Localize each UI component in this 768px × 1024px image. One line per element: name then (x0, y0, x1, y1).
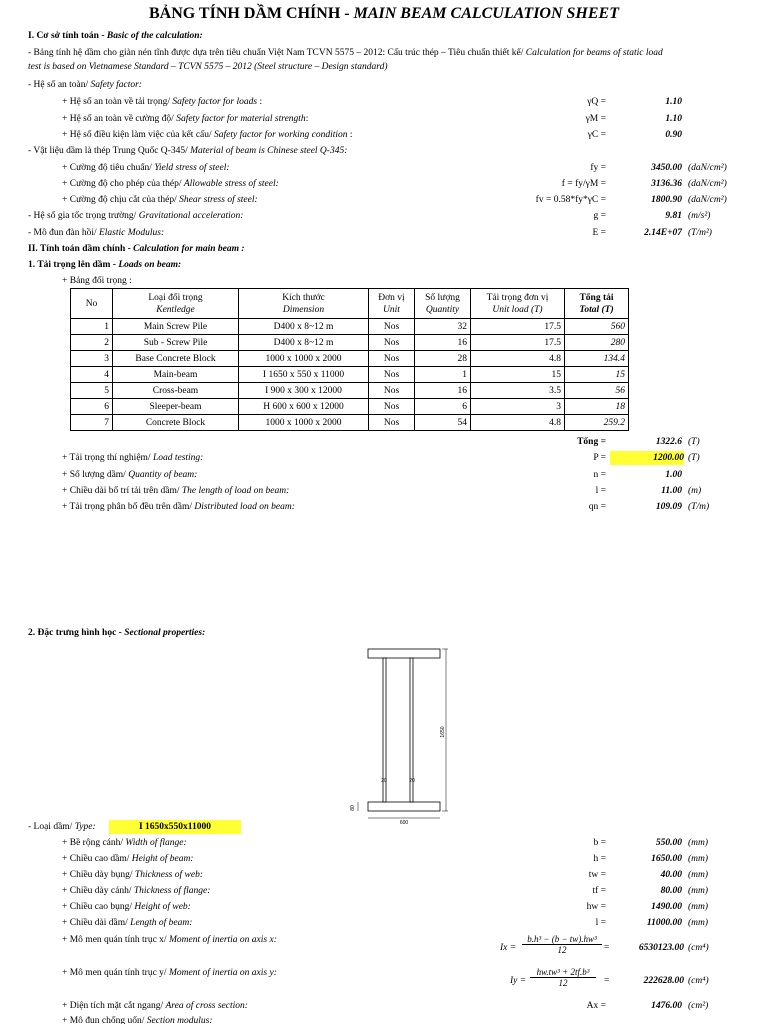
elastic-value: 2.14E+07 (644, 228, 682, 238)
area-value: 1476.00 (651, 1001, 682, 1011)
shear-symbol: fv = 0.58*fy*γC = (535, 195, 606, 205)
gravity-symbol: g = (593, 211, 606, 221)
safety-loads-value: 1.10 (665, 97, 682, 107)
col-total: Tổng tải Total (T) (565, 289, 629, 319)
beam-quantity-symbol: n = (593, 470, 606, 480)
cell-name: Cross-beam (113, 383, 239, 399)
cell-uload: 3 (471, 399, 565, 415)
gravity-unit: (m/s²) (688, 211, 711, 221)
shear-unit: (daN/cm²) (688, 195, 727, 205)
section-2-heading: II. Tính toán dầm chính - Calculation for main beam : (28, 244, 245, 254)
cell-unit: Nos (369, 383, 415, 399)
load-testing-value: 1200.00 (610, 451, 684, 465)
top-flange (368, 649, 440, 658)
table-row (71, 319, 629, 335)
flange-width-row: + Bề rộng cánh/ Width of flange: (62, 838, 187, 848)
allowable-unit: (daN/cm²) (688, 179, 727, 189)
steel-row-shear: + Cường độ chịu cắt của thép/ Shear stress of steel: (62, 195, 258, 205)
cell-no: 1 (71, 319, 113, 335)
inertia-x-row: + Mô men quán tính trục x/ Moment of inertia on axis x: (62, 935, 277, 945)
cell-uload: 3.5 (471, 383, 565, 399)
cell-name: Sleeper-beam (113, 399, 239, 415)
inertia-x-value: 6530123.00 (638, 943, 684, 953)
load-length-symbol: l = (595, 486, 606, 496)
web-height-unit: (mm) (688, 902, 709, 912)
area-symbol: Ax = (586, 1001, 606, 1011)
inertia-y-unit: (cm⁴) (688, 976, 709, 986)
elastic-row: - Mô đun đàn hồi/ Elastic Modulus: (28, 228, 165, 238)
cell-uload: 4.8 (471, 351, 565, 367)
cell-name: Main Screw Pile (113, 319, 239, 335)
inertia-y-lhs: Iy = (510, 976, 527, 986)
safety-material-value: 1.10 (665, 114, 682, 124)
gravity-row: - Hệ số gia tốc trọng trường/ Gravitational acceleration: (28, 211, 244, 221)
distributed-load-unit: (T/m) (688, 502, 710, 512)
cell-total: 18 (565, 399, 629, 415)
height-dim-label: 1650 (440, 726, 446, 738)
cell-dim: I 900 x 300 x 12000 (239, 383, 369, 399)
basis-line-2: test is based on Vietnamese Standard – TCVN 5575 – 2012 (Steel structure – Design standard) (28, 62, 388, 72)
cell-name: Sub - Screw Pile (113, 335, 239, 351)
cell-total: 560 (565, 319, 629, 335)
distributed-load-value: 109.09 (655, 502, 682, 512)
safety-working-symbol: γC = (587, 130, 606, 140)
safety-row-loads: + Hệ số an toàn về tải trọng/ Safety factor for loads : (62, 97, 263, 107)
beam-quantity-value: 1.00 (665, 470, 682, 480)
sum-value: 1322.6 (655, 437, 682, 447)
table-row (71, 399, 629, 415)
cell-dim: 1000 x 1000 x 2000 (239, 415, 369, 431)
yield-symbol: fy = (590, 163, 606, 173)
col-dimension: Kích thước Dimension (239, 289, 369, 319)
beam-quantity-row: + Số lượng dầm/ Quantity of beam: (62, 470, 198, 480)
cell-total: 259.2 (565, 415, 629, 431)
allowable-value: 3136.36 (651, 179, 682, 189)
load-testing-symbol: P = (593, 453, 606, 463)
cell-no: 5 (71, 383, 113, 399)
table-row (71, 415, 629, 431)
basis-line-1: - Bảng tính hệ dầm cho giàn nén tĩnh được dựa trên tiêu chuẩn Việt Nam TCVN 5575 – 2012: Cấu trúc thép – Tiêu chuẩn thiết kế/ Calculation for beams of static load (28, 48, 663, 58)
web-thickness-row: + Chiều dày bụng/ Thickness of web: (62, 870, 203, 880)
safety-heading: - Hệ số an toàn/ Safety factor: (28, 80, 142, 90)
cell-qty: 28 (415, 351, 471, 367)
flange-width-value: 550.00 (655, 838, 682, 848)
cell-total: 15 (565, 367, 629, 383)
col-unit-load: Tải trọng đơn vị Unit load (T) (471, 289, 565, 319)
inertia-x-unit: (cm⁴) (688, 943, 709, 953)
area-row: + Diện tích mặt cắt ngang/ Area of cross section: (62, 1001, 248, 1011)
cell-total: 134.4 (565, 351, 629, 367)
distributed-load-symbol: qn = (588, 502, 606, 512)
distributed-load-row: + Tải trọng phân bố đều trên dầm/ Distributed load on beam: (62, 502, 295, 512)
web-left-label: 20 (381, 778, 387, 784)
web-height-symbol: hw = (586, 902, 606, 912)
load-testing-row: + Tải trọng thí nghiệm/ Load testing: (62, 453, 204, 463)
web-height-row: + Chiều cao bụng/ Height of web: (62, 902, 191, 912)
web-thickness-value: 40.00 (660, 870, 682, 880)
cell-unit: Nos (369, 351, 415, 367)
cell-uload: 17.5 (471, 335, 565, 351)
flange-width-symbol: b = (593, 838, 606, 848)
web-height-value: 1490.00 (651, 902, 682, 912)
cell-name: Base Concrete Block (113, 351, 239, 367)
flange-thickness-unit: (mm) (688, 886, 709, 896)
yield-value: 3450.00 (651, 163, 682, 173)
cell-unit: Nos (369, 399, 415, 415)
inertia-y-formula (530, 967, 596, 988)
loads-heading: 1. Tải trọng lên dầm - Loads on beam: (28, 260, 182, 270)
beam-height-value: 1650.00 (651, 854, 682, 864)
cell-dim: H 600 x 600 x 12000 (239, 399, 369, 415)
cell-qty: 54 (415, 415, 471, 431)
cell-no: 2 (71, 335, 113, 351)
shear-value: 1800.90 (651, 195, 682, 205)
beam-length-row: + Chiều dài dầm/ Length of beam: (62, 918, 193, 928)
inertia-x-formula (522, 934, 602, 955)
flange-thickness-row: + Chiều dày cánh/ Thickness of flange: (62, 886, 211, 896)
flange-dim-label: 80 (350, 805, 356, 811)
beam-length-value: 11000.00 (646, 918, 682, 928)
web-right-label: 20 (409, 778, 415, 784)
table-row (71, 383, 629, 399)
col-unit: Đơn vị Unit (369, 289, 415, 319)
table-caption: + Bảng đối trọng : (62, 276, 132, 286)
safety-material-symbol: γM = (585, 114, 606, 124)
table-header-row (71, 289, 629, 319)
cell-unit: Nos (369, 367, 415, 383)
cell-name: Main-beam (113, 367, 239, 383)
cell-qty: 32 (415, 319, 471, 335)
load-length-unit: (m) (688, 486, 702, 496)
load-testing-unit: (T) (688, 453, 700, 463)
steel-row-yield: + Cường độ tiêu chuẩn/ Yield stress of steel: (62, 163, 230, 173)
flange-thickness-symbol: tf = (592, 886, 606, 896)
col-no: No (71, 289, 113, 319)
cell-name: Concrete Block (113, 415, 239, 431)
gravity-value: 9.81 (665, 211, 682, 221)
cell-total: 56 (565, 383, 629, 399)
beam-cross-section-drawing (340, 640, 450, 825)
cell-uload: 15 (471, 367, 565, 383)
col-quantity: Số lượng Quantity (415, 289, 471, 319)
inertia-y-equals: = (604, 976, 610, 986)
inertia-y-row: + Mô men quán tính trục y/ Moment of inertia on axis y: (62, 968, 277, 978)
inertia-x-equals: = (604, 943, 610, 953)
cell-no: 6 (71, 399, 113, 415)
safety-row-working: + Hệ số điều kiện làm việc của kết cấu/ Safety factor for working condition : (62, 130, 353, 140)
beam-type-value: I 1650x550x11000 (109, 820, 241, 834)
cell-qty: 16 (415, 383, 471, 399)
cell-unit: Nos (369, 415, 415, 431)
inertia-y-denominator: 12 (558, 978, 568, 988)
beam-height-unit: (mm) (688, 854, 709, 864)
sum-unit: (T) (688, 437, 700, 447)
cell-dim: 1000 x 1000 x 2000 (239, 351, 369, 367)
cell-total: 280 (565, 335, 629, 351)
flange-width-unit: (mm) (688, 838, 709, 848)
kentledge-table (70, 288, 629, 431)
inertia-x-lhs: Ix = (500, 943, 517, 953)
web-thickness-symbol: tw = (588, 870, 606, 880)
cell-dim: D400 x 8~12 m (239, 335, 369, 351)
title-en: MAIN BEAM CALCULATION SHEET (353, 5, 619, 22)
area-unit: (cm²) (688, 1001, 709, 1011)
web-thickness-unit: (mm) (688, 870, 709, 880)
cell-qty: 1 (415, 367, 471, 383)
cell-no: 4 (71, 367, 113, 383)
elastic-symbol: E = (592, 228, 606, 238)
inertia-x-numerator: b.h³ − (b − tw).hw³ (522, 934, 602, 945)
steel-row-allowable: + Cường độ cho phép của thép/ Allowable stress of steel: (62, 179, 279, 189)
cell-no: 7 (71, 415, 113, 431)
allowable-symbol: f = fy/γM = (561, 179, 606, 189)
cell-unit: Nos (369, 335, 415, 351)
table-row (71, 351, 629, 367)
beam-length-unit: (mm) (688, 918, 709, 928)
cell-no: 3 (71, 351, 113, 367)
cell-uload: 17.5 (471, 319, 565, 335)
col-kentledge: Loại đối trọng Kentledge (113, 289, 239, 319)
table-row (71, 367, 629, 383)
load-length-row: + Chiều dài bố trí tải trên dầm/ The length of load on beam: (62, 486, 290, 496)
beam-height-row: + Chiều cao dầm/ Height of beam: (62, 854, 194, 864)
section-1-heading: I. Cơ sở tính toán - Basic of the calculation: (28, 31, 203, 41)
inertia-x-denominator: 12 (557, 945, 567, 955)
cell-qty: 16 (415, 335, 471, 351)
beam-length-symbol: l = (595, 918, 606, 928)
inertia-y-numerator: hw.tw³ + 2tf.b³ (530, 967, 596, 978)
section-modulus-row: + Mô đun chống uốn/ Section modulus: (62, 1016, 213, 1024)
page-title (0, 5, 768, 23)
elastic-unit: (T/m²) (688, 228, 712, 238)
safety-working-value: 0.90 (665, 130, 682, 140)
cell-unit: Nos (369, 319, 415, 335)
cell-dim: D400 x 8~12 m (239, 319, 369, 335)
yield-unit: (daN/cm²) (688, 163, 727, 173)
sectional-heading: 2. Đặc trưng hình học - Sectional properties: (28, 628, 206, 638)
beam-type-row: - Loại dầm/ Type: (28, 822, 96, 832)
beam-height-symbol: h = (593, 854, 606, 864)
width-dim-label: 600 (399, 820, 409, 825)
table-row (71, 335, 629, 351)
sum-label: Tổng = (577, 437, 606, 447)
safety-row-material: + Hệ số an toàn về cường độ/ Safety factor for material strength: (62, 114, 309, 124)
bottom-flange (368, 802, 440, 811)
steel-heading: - Vật liệu dầm là thép Trung Quốc Q-345/ Material of beam is Chinese steel Q-345: (28, 146, 348, 156)
cell-qty: 6 (415, 399, 471, 415)
inertia-y-value: 222628.00 (643, 976, 684, 986)
title-vn: BẢNG TÍNH DẦM CHÍNH - (148, 5, 354, 22)
flange-thickness-value: 80.00 (660, 886, 682, 896)
safety-loads-symbol: γQ = (587, 97, 606, 107)
cell-uload: 4.8 (471, 415, 565, 431)
load-length-value: 11.00 (661, 486, 682, 496)
cell-dim: I 1650 x 550 x 11000 (239, 367, 369, 383)
